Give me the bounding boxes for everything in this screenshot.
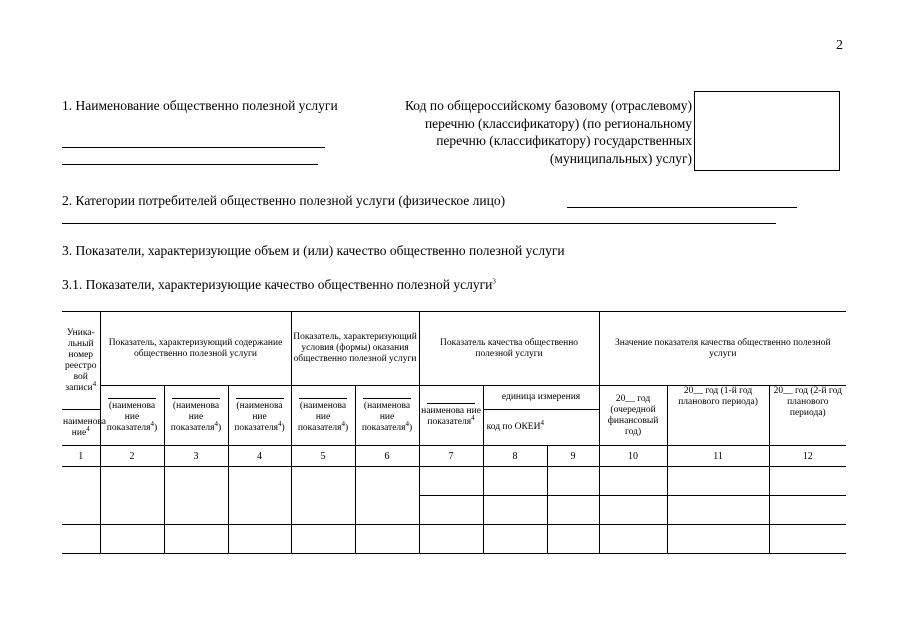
table-cell[interactable] (355, 467, 419, 525)
header-name-col: (наименова ние показателя$^4$) (228, 386, 291, 446)
col-number: 3 (164, 446, 228, 467)
table-cell[interactable] (769, 467, 846, 496)
table-cell[interactable] (62, 467, 100, 525)
table-cell[interactable] (769, 525, 846, 554)
page-number: 2 (836, 38, 843, 53)
table-cell[interactable] (667, 525, 769, 554)
col-number: 4 (228, 446, 291, 467)
blank-line (62, 147, 325, 148)
col-number: 10 (599, 446, 667, 467)
header-quality-indicator: Показатель качества общественно полезной услуги (419, 312, 599, 386)
table-cell[interactable] (228, 525, 291, 554)
table-cell[interactable] (769, 496, 846, 525)
section-3-title: 3. Показатели, характеризующие объем и (или) качество общественно полезной услуги (62, 243, 565, 258)
header-year-1: 20__ год (очередной финансовый год) (599, 386, 667, 446)
header-content-indicator: Показатель, характеризующий содержание общественно полезной услуги (100, 312, 291, 386)
header-name-col: (наименова ние показателя$^4$) (100, 386, 164, 446)
table-cell[interactable] (291, 525, 355, 554)
table-cell[interactable] (547, 467, 599, 496)
col-number: 7 (419, 446, 483, 467)
table-cell[interactable] (667, 467, 769, 496)
header-conditions-indicator: Показатель, характеризующий условия (формы) оказания общественно полезной услуги (291, 312, 419, 386)
col-number: 2 (100, 446, 164, 467)
col-number: 6 (355, 446, 419, 467)
col-number: 12 (769, 446, 846, 467)
section-1-title: 1. Наименование общественно полезной услуги (62, 98, 338, 113)
table-cell[interactable] (483, 467, 547, 496)
blank-line (567, 207, 797, 208)
blank-line (62, 223, 776, 224)
header-unit-name: наименова ние$^4$ (62, 410, 100, 446)
table-cell[interactable] (419, 496, 483, 525)
header-indicator-value: Значение показателя качества общественно полезной услуги (599, 312, 846, 386)
header-year-2: 20__ год (1-й год планового периода) (667, 386, 769, 446)
table-cell[interactable] (419, 525, 483, 554)
table-cell[interactable] (100, 467, 164, 525)
header-unit: единица измерения (483, 386, 599, 410)
table-cell[interactable] (355, 525, 419, 554)
table-cell[interactable] (547, 496, 599, 525)
table-cell[interactable] (599, 467, 667, 496)
table-cell[interactable] (547, 525, 599, 554)
table-cell[interactable] (419, 467, 483, 496)
quality-indicators-table (62, 311, 846, 554)
table-cell[interactable] (291, 467, 355, 525)
header-name-col: (наименова ние показателя$^4$) (355, 386, 419, 446)
table-cell[interactable] (599, 496, 667, 525)
section-3-1-title: 3.1. Показатели, характеризующие качество общественно полезной услуги$^3$ (62, 277, 496, 292)
section-2-consumer-category: 2. Категории потребителей общественно полезной услуги (физическое лицо) (62, 193, 506, 208)
table-cell[interactable] (100, 525, 164, 554)
col-number: 11 (667, 446, 769, 467)
col-number: 5 (291, 446, 355, 467)
header-unique-number: Уника-льный номер реестро вой записи$^4$ (62, 312, 100, 410)
header-name-col: (наименова ние показателя$^4$) (291, 386, 355, 446)
col-number: 1 (62, 446, 100, 467)
table-cell[interactable] (599, 525, 667, 554)
col-number: 9 (547, 446, 599, 467)
classifier-code-label: Код по общероссийскому базовому (отраслевому) перечню (классификатору) (по региональному перечню (классификатору) государственных (муниципальных) услуг) (404, 98, 692, 166)
table-cell[interactable] (228, 467, 291, 525)
table-cell[interactable] (164, 525, 228, 554)
classifier-code-box[interactable] (694, 91, 840, 171)
header-unit-code: код по ОКЕИ$^4$ (483, 410, 547, 446)
table-cell[interactable] (62, 525, 100, 554)
header-year-3: 20__ год (2-й год планового периода) (769, 386, 846, 446)
table-cell[interactable] (483, 525, 547, 554)
table-cell[interactable] (164, 467, 228, 525)
header-quality-name: наименова ние показателя$^4$ (419, 386, 483, 446)
col-number: 8 (483, 446, 547, 467)
table-cell[interactable] (483, 496, 547, 525)
blank-line (62, 164, 318, 165)
header-name-col: (наименова ние показателя$^4$) (164, 386, 228, 446)
table-cell[interactable] (667, 496, 769, 525)
